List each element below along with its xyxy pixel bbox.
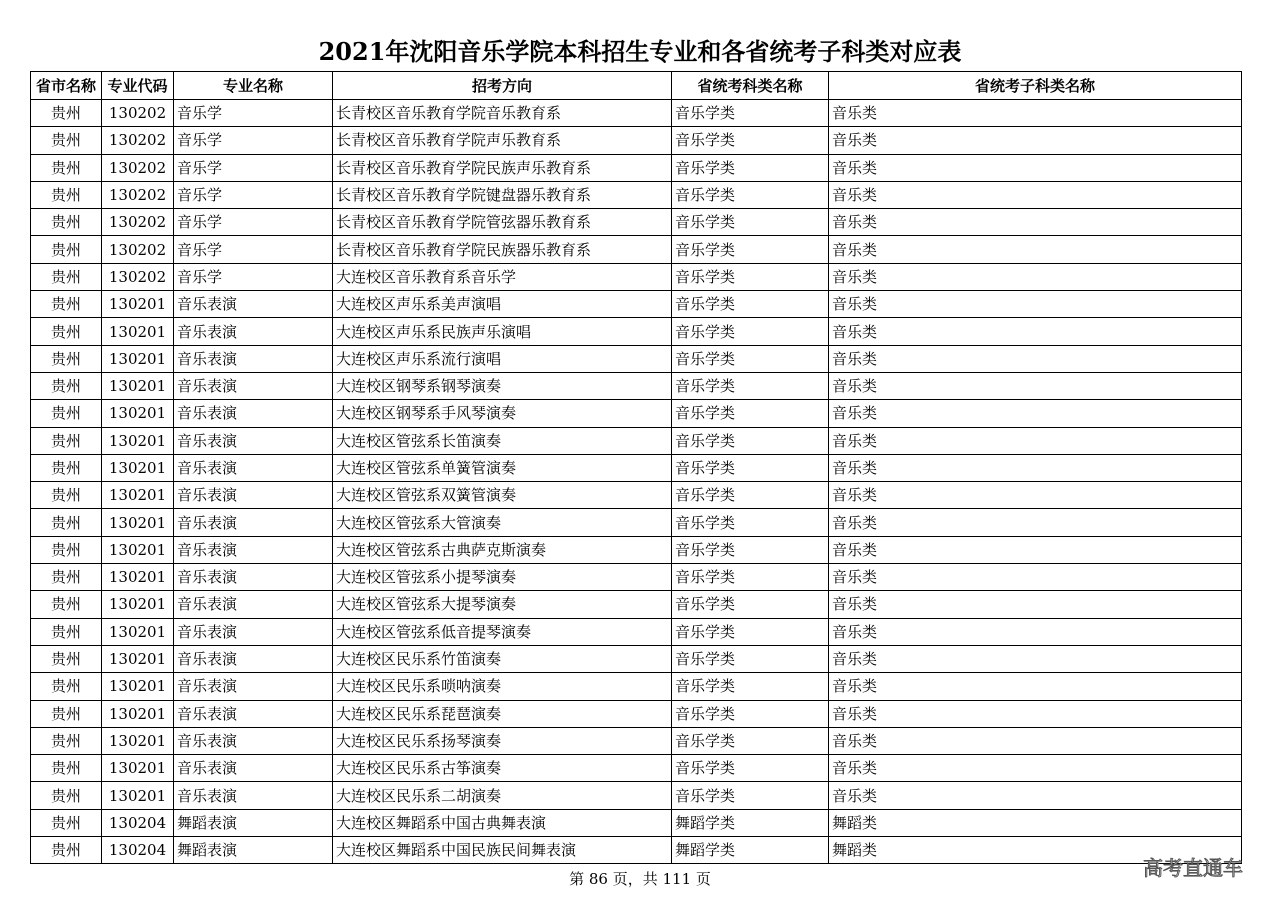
cell-major-name: 音乐学 [174,127,333,154]
cell-direction: 大连校区民乐系琵琶演奏 [333,700,672,727]
cell-direction: 长青校区音乐教育学院民族器乐教育系 [333,236,672,263]
cell-subcategory: 音乐类 [829,482,1242,509]
cell-major-name: 音乐学 [174,154,333,181]
cell-province: 贵州 [31,291,102,318]
table-row [31,727,1242,754]
cell-major-name: 音乐学 [174,209,333,236]
table-row [31,427,1242,454]
header-subcategory: 省统考子科类名称 [829,72,1242,100]
cell-direction: 大连校区民乐系扬琴演奏 [333,727,672,754]
cell-major-code: 130201 [102,645,174,672]
cell-major-code: 130202 [102,154,174,181]
cell-subcategory: 音乐类 [829,100,1242,127]
header-category: 省统考科类名称 [672,72,829,100]
cell-major-name: 音乐表演 [174,673,333,700]
table-row [31,591,1242,618]
cell-subcategory: 舞蹈类 [829,837,1242,864]
cell-major-name: 音乐表演 [174,291,333,318]
cell-subcategory: 音乐类 [829,509,1242,536]
cell-province: 贵州 [31,154,102,181]
cell-category: 音乐学类 [672,400,829,427]
cell-province: 贵州 [31,100,102,127]
cell-subcategory: 音乐类 [829,727,1242,754]
table-row [31,509,1242,536]
cell-major-name: 音乐表演 [174,318,333,345]
table-row [31,454,1242,481]
cell-category: 音乐学类 [672,345,829,372]
cell-province: 贵州 [31,673,102,700]
cell-category: 音乐学类 [672,318,829,345]
table-row [31,782,1242,809]
cell-subcategory: 音乐类 [829,645,1242,672]
cell-major-name: 音乐表演 [174,454,333,481]
cell-direction: 大连校区钢琴系手风琴演奏 [333,400,672,427]
cell-subcategory: 音乐类 [829,345,1242,372]
cell-major-code: 130201 [102,454,174,481]
table-row [31,400,1242,427]
table-row [31,700,1242,727]
table-row [31,564,1242,591]
cell-major-code: 130202 [102,127,174,154]
cell-direction: 大连校区管弦系古典萨克斯演奏 [333,536,672,563]
cell-category: 音乐学类 [672,755,829,782]
cell-major-code: 130201 [102,727,174,754]
cell-direction: 长青校区音乐教育学院民族声乐教育系 [333,154,672,181]
cell-province: 贵州 [31,837,102,864]
cell-subcategory: 音乐类 [829,536,1242,563]
cell-direction: 大连校区舞蹈系中国民族民间舞表演 [333,837,672,864]
cell-major-code: 130201 [102,482,174,509]
cell-subcategory: 音乐类 [829,318,1242,345]
cell-major-name: 音乐表演 [174,482,333,509]
cell-direction: 大连校区舞蹈系中国古典舞表演 [333,809,672,836]
cell-category: 音乐学类 [672,673,829,700]
cell-province: 贵州 [31,372,102,399]
page-footer: 第 86 页，共 111 页 [569,870,711,888]
cell-direction: 大连校区声乐系流行演唱 [333,345,672,372]
cell-category: 音乐学类 [672,372,829,399]
table-body [31,100,1242,864]
cell-subcategory: 音乐类 [829,181,1242,208]
cell-major-code: 130204 [102,837,174,864]
cell-direction: 大连校区声乐系美声演唱 [333,291,672,318]
cell-direction: 大连校区管弦系低音提琴演奏 [333,618,672,645]
watermark-logo: 高考直通车 [1143,856,1243,880]
table-row [31,482,1242,509]
cell-major-code: 130202 [102,209,174,236]
cell-direction: 大连校区管弦系双簧管演奏 [333,482,672,509]
table-row [31,673,1242,700]
cell-direction: 大连校区音乐教育系音乐学 [333,263,672,290]
cell-major-code: 130202 [102,181,174,208]
table-row [31,100,1242,127]
table-row [31,536,1242,563]
cell-province: 贵州 [31,700,102,727]
cell-category: 音乐学类 [672,509,829,536]
cell-major-code: 130201 [102,400,174,427]
cell-category: 音乐学类 [672,645,829,672]
cell-category: 音乐学类 [672,727,829,754]
cell-province: 贵州 [31,782,102,809]
cell-subcategory: 音乐类 [829,236,1242,263]
cell-direction: 长青校区音乐教育学院管弦器乐教育系 [333,209,672,236]
cell-province: 贵州 [31,209,102,236]
table-row [31,181,1242,208]
cell-category: 舞蹈学类 [672,837,829,864]
cell-category: 音乐学类 [672,482,829,509]
cell-major-name: 音乐表演 [174,700,333,727]
cell-province: 贵州 [31,536,102,563]
cell-major-code: 130201 [102,782,174,809]
cell-subcategory: 音乐类 [829,618,1242,645]
table-row [31,154,1242,181]
cell-subcategory: 音乐类 [829,154,1242,181]
cell-subcategory: 音乐类 [829,755,1242,782]
cell-major-name: 音乐表演 [174,564,333,591]
table-header [31,72,1242,100]
cell-major-name: 音乐学 [174,236,333,263]
cell-subcategory: 音乐类 [829,372,1242,399]
cell-major-name: 音乐表演 [174,591,333,618]
cell-major-name: 音乐表演 [174,427,333,454]
cell-major-code: 130201 [102,509,174,536]
cell-major-code: 130202 [102,100,174,127]
cell-major-code: 130202 [102,263,174,290]
cell-major-name: 音乐表演 [174,755,333,782]
table-row [31,318,1242,345]
cell-major-name: 音乐学 [174,181,333,208]
cell-direction: 大连校区管弦系大提琴演奏 [333,591,672,618]
cell-province: 贵州 [31,645,102,672]
table-row [31,755,1242,782]
cell-direction: 长青校区音乐教育学院音乐教育系 [333,100,672,127]
cell-direction: 大连校区声乐系民族声乐演唱 [333,318,672,345]
table-row [31,618,1242,645]
document-title: 2021年沈阳音乐学院本科招生专业和各省统考子科类对应表 [318,37,962,66]
header-direction: 招考方向 [333,72,672,100]
header-major-code: 专业代码 [102,72,174,100]
cell-category: 音乐学类 [672,127,829,154]
cell-major-name: 音乐表演 [174,618,333,645]
cell-subcategory: 音乐类 [829,400,1242,427]
cell-major-code: 130201 [102,700,174,727]
cell-province: 贵州 [31,809,102,836]
cell-subcategory: 音乐类 [829,209,1242,236]
cell-province: 贵州 [31,263,102,290]
cell-major-name: 音乐表演 [174,727,333,754]
cell-major-code: 130201 [102,618,174,645]
table-row [31,291,1242,318]
cell-direction: 大连校区民乐系唢呐演奏 [333,673,672,700]
table-row [31,837,1242,864]
table-row [31,236,1242,263]
cell-subcategory: 音乐类 [829,291,1242,318]
cell-direction: 长青校区音乐教育学院声乐教育系 [333,127,672,154]
cell-major-code: 130201 [102,755,174,782]
cell-direction: 大连校区管弦系大管演奏 [333,509,672,536]
cell-province: 贵州 [31,509,102,536]
cell-category: 音乐学类 [672,618,829,645]
cell-category: 舞蹈学类 [672,809,829,836]
cell-major-name: 音乐表演 [174,345,333,372]
cell-province: 贵州 [31,454,102,481]
cell-direction: 大连校区民乐系二胡演奏 [333,782,672,809]
cell-subcategory: 音乐类 [829,454,1242,481]
cell-province: 贵州 [31,345,102,372]
cell-subcategory: 舞蹈类 [829,809,1242,836]
cell-subcategory: 音乐类 [829,127,1242,154]
cell-province: 贵州 [31,318,102,345]
cell-major-code: 130202 [102,236,174,263]
cell-major-name: 音乐表演 [174,536,333,563]
cell-subcategory: 音乐类 [829,263,1242,290]
cell-direction: 大连校区管弦系长笛演奏 [333,427,672,454]
cell-subcategory: 音乐类 [829,427,1242,454]
header-major-name: 专业名称 [174,72,333,100]
cell-major-name: 音乐学 [174,263,333,290]
cell-province: 贵州 [31,482,102,509]
cell-subcategory: 音乐类 [829,673,1242,700]
cell-subcategory: 音乐类 [829,564,1242,591]
cell-category: 音乐学类 [672,564,829,591]
cell-province: 贵州 [31,564,102,591]
table-row [31,372,1242,399]
cell-major-name: 舞蹈表演 [174,837,333,864]
cell-direction: 大连校区管弦系小提琴演奏 [333,564,672,591]
cell-direction: 长青校区音乐教育学院键盘器乐教育系 [333,181,672,208]
cell-category: 音乐学类 [672,100,829,127]
cell-direction: 大连校区管弦系单簧管演奏 [333,454,672,481]
table-row [31,209,1242,236]
cell-province: 贵州 [31,427,102,454]
cell-category: 音乐学类 [672,782,829,809]
cell-province: 贵州 [31,127,102,154]
cell-direction: 大连校区民乐系古筝演奏 [333,755,672,782]
cell-major-code: 130201 [102,591,174,618]
header-province: 省市名称 [31,72,102,100]
cell-category: 音乐学类 [672,181,829,208]
cell-province: 贵州 [31,618,102,645]
cell-major-code: 130201 [102,564,174,591]
cell-major-name: 音乐表演 [174,400,333,427]
cell-province: 贵州 [31,236,102,263]
cell-category: 音乐学类 [672,236,829,263]
header-row [31,72,1242,100]
cell-province: 贵州 [31,591,102,618]
table-row [31,645,1242,672]
table-row [31,127,1242,154]
cell-subcategory: 音乐类 [829,700,1242,727]
cell-category: 音乐学类 [672,700,829,727]
table-row [31,345,1242,372]
cell-major-name: 音乐表演 [174,645,333,672]
cell-major-code: 130201 [102,673,174,700]
cell-province: 贵州 [31,727,102,754]
cell-category: 音乐学类 [672,154,829,181]
cell-direction: 大连校区钢琴系钢琴演奏 [333,372,672,399]
cell-major-code: 130201 [102,291,174,318]
cell-subcategory: 音乐类 [829,591,1242,618]
cell-category: 音乐学类 [672,263,829,290]
cell-category: 音乐学类 [672,209,829,236]
enrollment-table [30,71,1242,864]
cell-category: 音乐学类 [672,291,829,318]
cell-major-code: 130201 [102,345,174,372]
cell-major-code: 130201 [102,427,174,454]
cell-major-name: 音乐学 [174,100,333,127]
cell-major-code: 130204 [102,809,174,836]
cell-major-name: 音乐表演 [174,372,333,399]
cell-major-name: 音乐表演 [174,782,333,809]
cell-major-code: 130201 [102,318,174,345]
table-row [31,809,1242,836]
cell-category: 音乐学类 [672,591,829,618]
cell-major-code: 130201 [102,536,174,563]
cell-category: 音乐学类 [672,536,829,563]
cell-direction: 大连校区民乐系竹笛演奏 [333,645,672,672]
cell-category: 音乐学类 [672,427,829,454]
cell-province: 贵州 [31,755,102,782]
cell-province: 贵州 [31,400,102,427]
cell-major-name: 音乐表演 [174,509,333,536]
table-row [31,263,1242,290]
cell-major-name: 舞蹈表演 [174,809,333,836]
cell-subcategory: 音乐类 [829,782,1242,809]
cell-province: 贵州 [31,181,102,208]
cell-category: 音乐学类 [672,454,829,481]
cell-major-code: 130201 [102,372,174,399]
